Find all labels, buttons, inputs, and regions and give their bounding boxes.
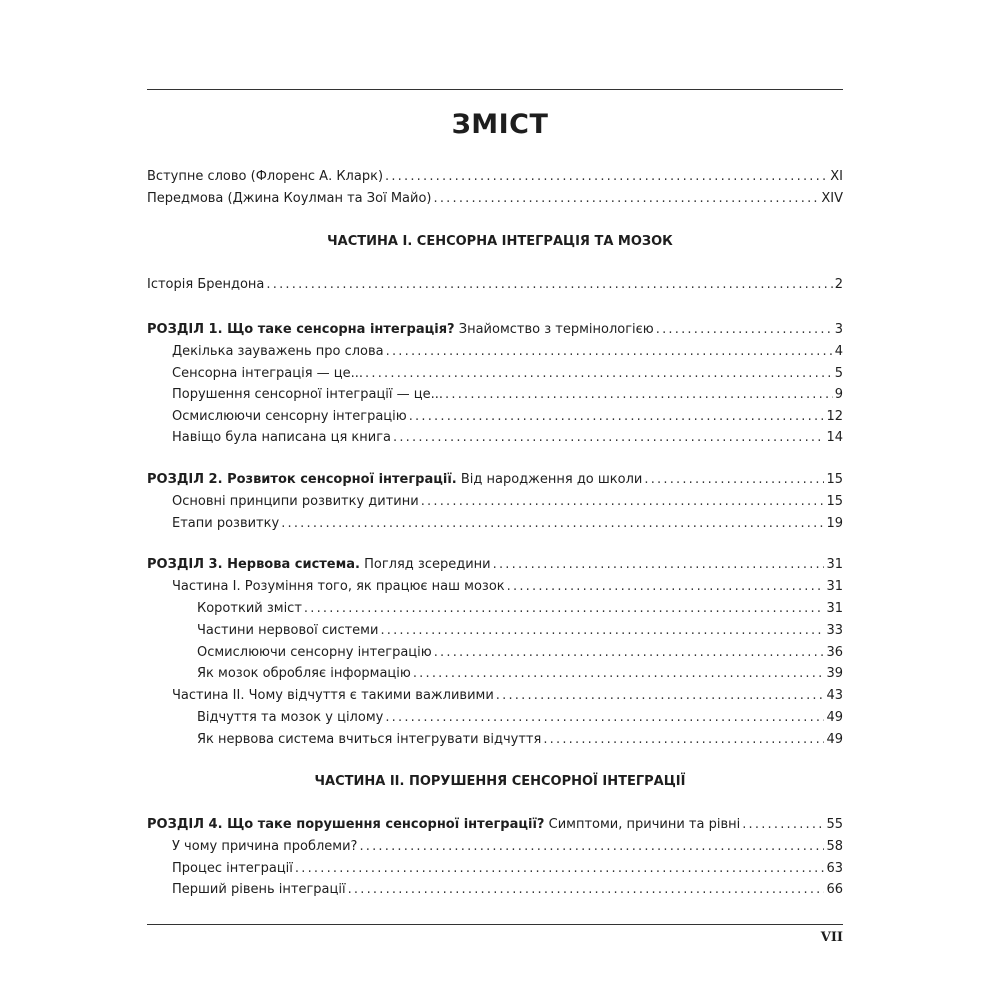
toc-entry[interactable] bbox=[197, 664, 843, 684]
chapter-page: 3 bbox=[834, 322, 843, 337]
toc-entry[interactable] bbox=[197, 708, 843, 728]
dot-leader bbox=[359, 837, 824, 857]
toc-entry-text: Перший рівень інтеграції bbox=[172, 882, 346, 897]
chapter-title bbox=[147, 320, 654, 340]
top-rule bbox=[147, 89, 843, 90]
toc-entry[interactable] bbox=[147, 275, 843, 295]
toc-entry[interactable] bbox=[172, 492, 843, 512]
chapter-title-bold: РОЗДІЛ 1. Що таке сенсорна інтеграція? bbox=[147, 322, 455, 337]
toc-entry[interactable] bbox=[172, 686, 843, 706]
chapter-entry[interactable] bbox=[147, 320, 843, 340]
dot-leader bbox=[421, 492, 825, 512]
chapter-entry[interactable] bbox=[147, 470, 843, 490]
toc-entry-text: Осмислюючи сенсорну інтеграцію bbox=[197, 645, 432, 660]
chapter-title bbox=[147, 815, 740, 835]
toc-entry-page: 4 bbox=[834, 344, 843, 359]
page-title: ЗМІСТ bbox=[451, 109, 549, 140]
toc-entry-page: 63 bbox=[826, 861, 843, 876]
toc-entry-text: Частина II. Чому відчуття є такими важливими bbox=[172, 688, 494, 703]
toc-entry-page: XIV bbox=[821, 191, 843, 206]
toc-entry[interactable] bbox=[197, 730, 843, 750]
dot-leader bbox=[281, 514, 824, 534]
dot-leader bbox=[507, 577, 825, 597]
toc-entry-text: Сенсорна інтеграція — це... bbox=[172, 366, 364, 381]
toc-entry-page: 66 bbox=[826, 882, 843, 897]
dot-leader bbox=[496, 686, 825, 706]
dot-leader bbox=[385, 167, 828, 187]
dot-leader bbox=[493, 555, 825, 575]
toc-entry-text: Частина I. Розуміння того, як працює наш мозок bbox=[172, 579, 505, 594]
chapter-title bbox=[147, 555, 491, 575]
dot-leader bbox=[348, 880, 825, 900]
toc-entry-page: 33 bbox=[826, 623, 843, 638]
chapter-subtitle: Симптоми, причини та рівні bbox=[544, 817, 741, 832]
dot-leader bbox=[742, 815, 824, 835]
chapter-subtitle: Знайомство з термінологією bbox=[454, 322, 654, 337]
toc-entry-page: 43 bbox=[826, 688, 843, 703]
chapter-subtitle: Від народження до школи bbox=[456, 472, 643, 487]
toc-entry[interactable] bbox=[172, 514, 843, 534]
toc-entry-text: Навіщо була написана ця книга bbox=[172, 430, 391, 445]
dot-leader bbox=[409, 407, 825, 427]
toc-entry-page: 5 bbox=[834, 366, 843, 381]
toc-entry-page: 49 bbox=[826, 732, 843, 747]
toc-entry-page: 31 bbox=[826, 601, 843, 616]
toc-entry[interactable] bbox=[172, 342, 843, 362]
chapter-title bbox=[147, 470, 642, 490]
toc-entry-page: 2 bbox=[834, 277, 843, 292]
toc-entry-text: Порушення сенсорної інтеграції — це... bbox=[172, 387, 444, 402]
toc-entry-page: 15 bbox=[826, 494, 843, 509]
toc-entry[interactable] bbox=[172, 837, 843, 857]
toc-entry-text: Передмова (Джина Коулман та Зої Майо) bbox=[147, 191, 432, 206]
toc-entry-page: XI bbox=[830, 169, 843, 184]
toc-entry[interactable] bbox=[172, 859, 843, 879]
toc-entry-page: 19 bbox=[826, 516, 843, 531]
toc-entry-text: Частини нервової системи bbox=[197, 623, 379, 638]
toc-entry-text: Як мозок обробляє інформацію bbox=[197, 666, 411, 681]
part-heading: ЧАСТИНА I. СЕНСОРНА ІНТЕГРАЦІЯ ТА МОЗОК bbox=[327, 234, 673, 249]
bottom-rule bbox=[147, 924, 843, 925]
toc-entry-page: 39 bbox=[826, 666, 843, 681]
toc-entry-page: 9 bbox=[834, 387, 843, 402]
chapter-page: 31 bbox=[826, 557, 843, 572]
chapter-page: 55 bbox=[826, 817, 843, 832]
toc-entry-text: Історія Брендона bbox=[147, 277, 265, 292]
toc-entry[interactable] bbox=[172, 577, 843, 597]
toc-entry[interactable] bbox=[172, 364, 843, 384]
toc-entry[interactable] bbox=[172, 880, 843, 900]
dot-leader bbox=[434, 643, 825, 663]
toc-entry[interactable] bbox=[147, 167, 843, 187]
toc-entry[interactable] bbox=[197, 643, 843, 663]
dot-leader bbox=[433, 189, 819, 209]
toc-entry-page: 31 bbox=[826, 579, 843, 594]
chapter-entry[interactable] bbox=[147, 815, 843, 835]
toc-entry-text: Короткий зміст bbox=[197, 601, 302, 616]
toc-entry-page: 49 bbox=[826, 710, 843, 725]
dot-leader bbox=[393, 428, 824, 448]
part-heading: ЧАСТИНА II. ПОРУШЕННЯ СЕНСОРНОЇ ІНТЕГРАЦІЇ bbox=[314, 774, 686, 789]
toc-entry-text: Вступне слово (Флоренс А. Кларк) bbox=[147, 169, 384, 184]
toc-entry-page: 58 bbox=[826, 839, 843, 854]
toc-entry-text: Як нервова система вчиться інтегрувати відчуття bbox=[197, 732, 542, 747]
dot-leader bbox=[385, 708, 824, 728]
toc-entry-text: Основні принципи розвитку дитини bbox=[172, 494, 419, 509]
dot-leader bbox=[365, 364, 833, 384]
toc-entry-text: Процес інтеграції bbox=[172, 861, 293, 876]
dot-leader bbox=[543, 730, 824, 750]
dot-leader bbox=[266, 275, 832, 295]
chapter-title-bold: РОЗДІЛ 3. Нервова система. bbox=[147, 557, 360, 572]
toc-entry-text: Декілька зауважень про слова bbox=[172, 344, 384, 359]
chapter-title-bold: РОЗДІЛ 2. Розвиток сенсорної інтеграції. bbox=[147, 472, 457, 487]
chapter-entry[interactable] bbox=[147, 555, 843, 575]
chapter-subtitle: Погляд зсередини bbox=[359, 557, 491, 572]
toc-entry-page: 12 bbox=[826, 409, 843, 424]
toc-entry[interactable] bbox=[172, 428, 843, 448]
page-number: VII bbox=[820, 930, 843, 945]
toc-entry-page: 14 bbox=[826, 430, 843, 445]
toc-entry[interactable] bbox=[147, 189, 843, 209]
toc-entry[interactable] bbox=[197, 599, 843, 619]
toc-entry-text: Етапи розвитку bbox=[172, 516, 280, 531]
dot-leader bbox=[380, 621, 824, 641]
chapter-title-bold: РОЗДІЛ 4. Що таке порушення сенсорної інтеграції? bbox=[147, 817, 545, 832]
chapter-page: 15 bbox=[826, 472, 843, 487]
dot-leader bbox=[413, 664, 825, 684]
toc-entry-text: Відчуття та мозок у цілому bbox=[197, 710, 384, 725]
toc-entry[interactable] bbox=[197, 621, 843, 641]
toc-entry-page: 36 bbox=[826, 645, 843, 660]
toc-entry-text: У чому причина проблеми? bbox=[172, 839, 358, 854]
dot-leader bbox=[445, 385, 833, 405]
toc-entry[interactable] bbox=[172, 385, 843, 405]
toc-entry[interactable] bbox=[172, 407, 843, 427]
dot-leader bbox=[656, 320, 833, 340]
dot-leader bbox=[304, 599, 825, 619]
dot-leader bbox=[644, 470, 824, 490]
dot-leader bbox=[386, 342, 833, 362]
dot-leader bbox=[295, 859, 825, 879]
toc-entry-text: Осмислюючи сенсорну інтеграцію bbox=[172, 409, 407, 424]
